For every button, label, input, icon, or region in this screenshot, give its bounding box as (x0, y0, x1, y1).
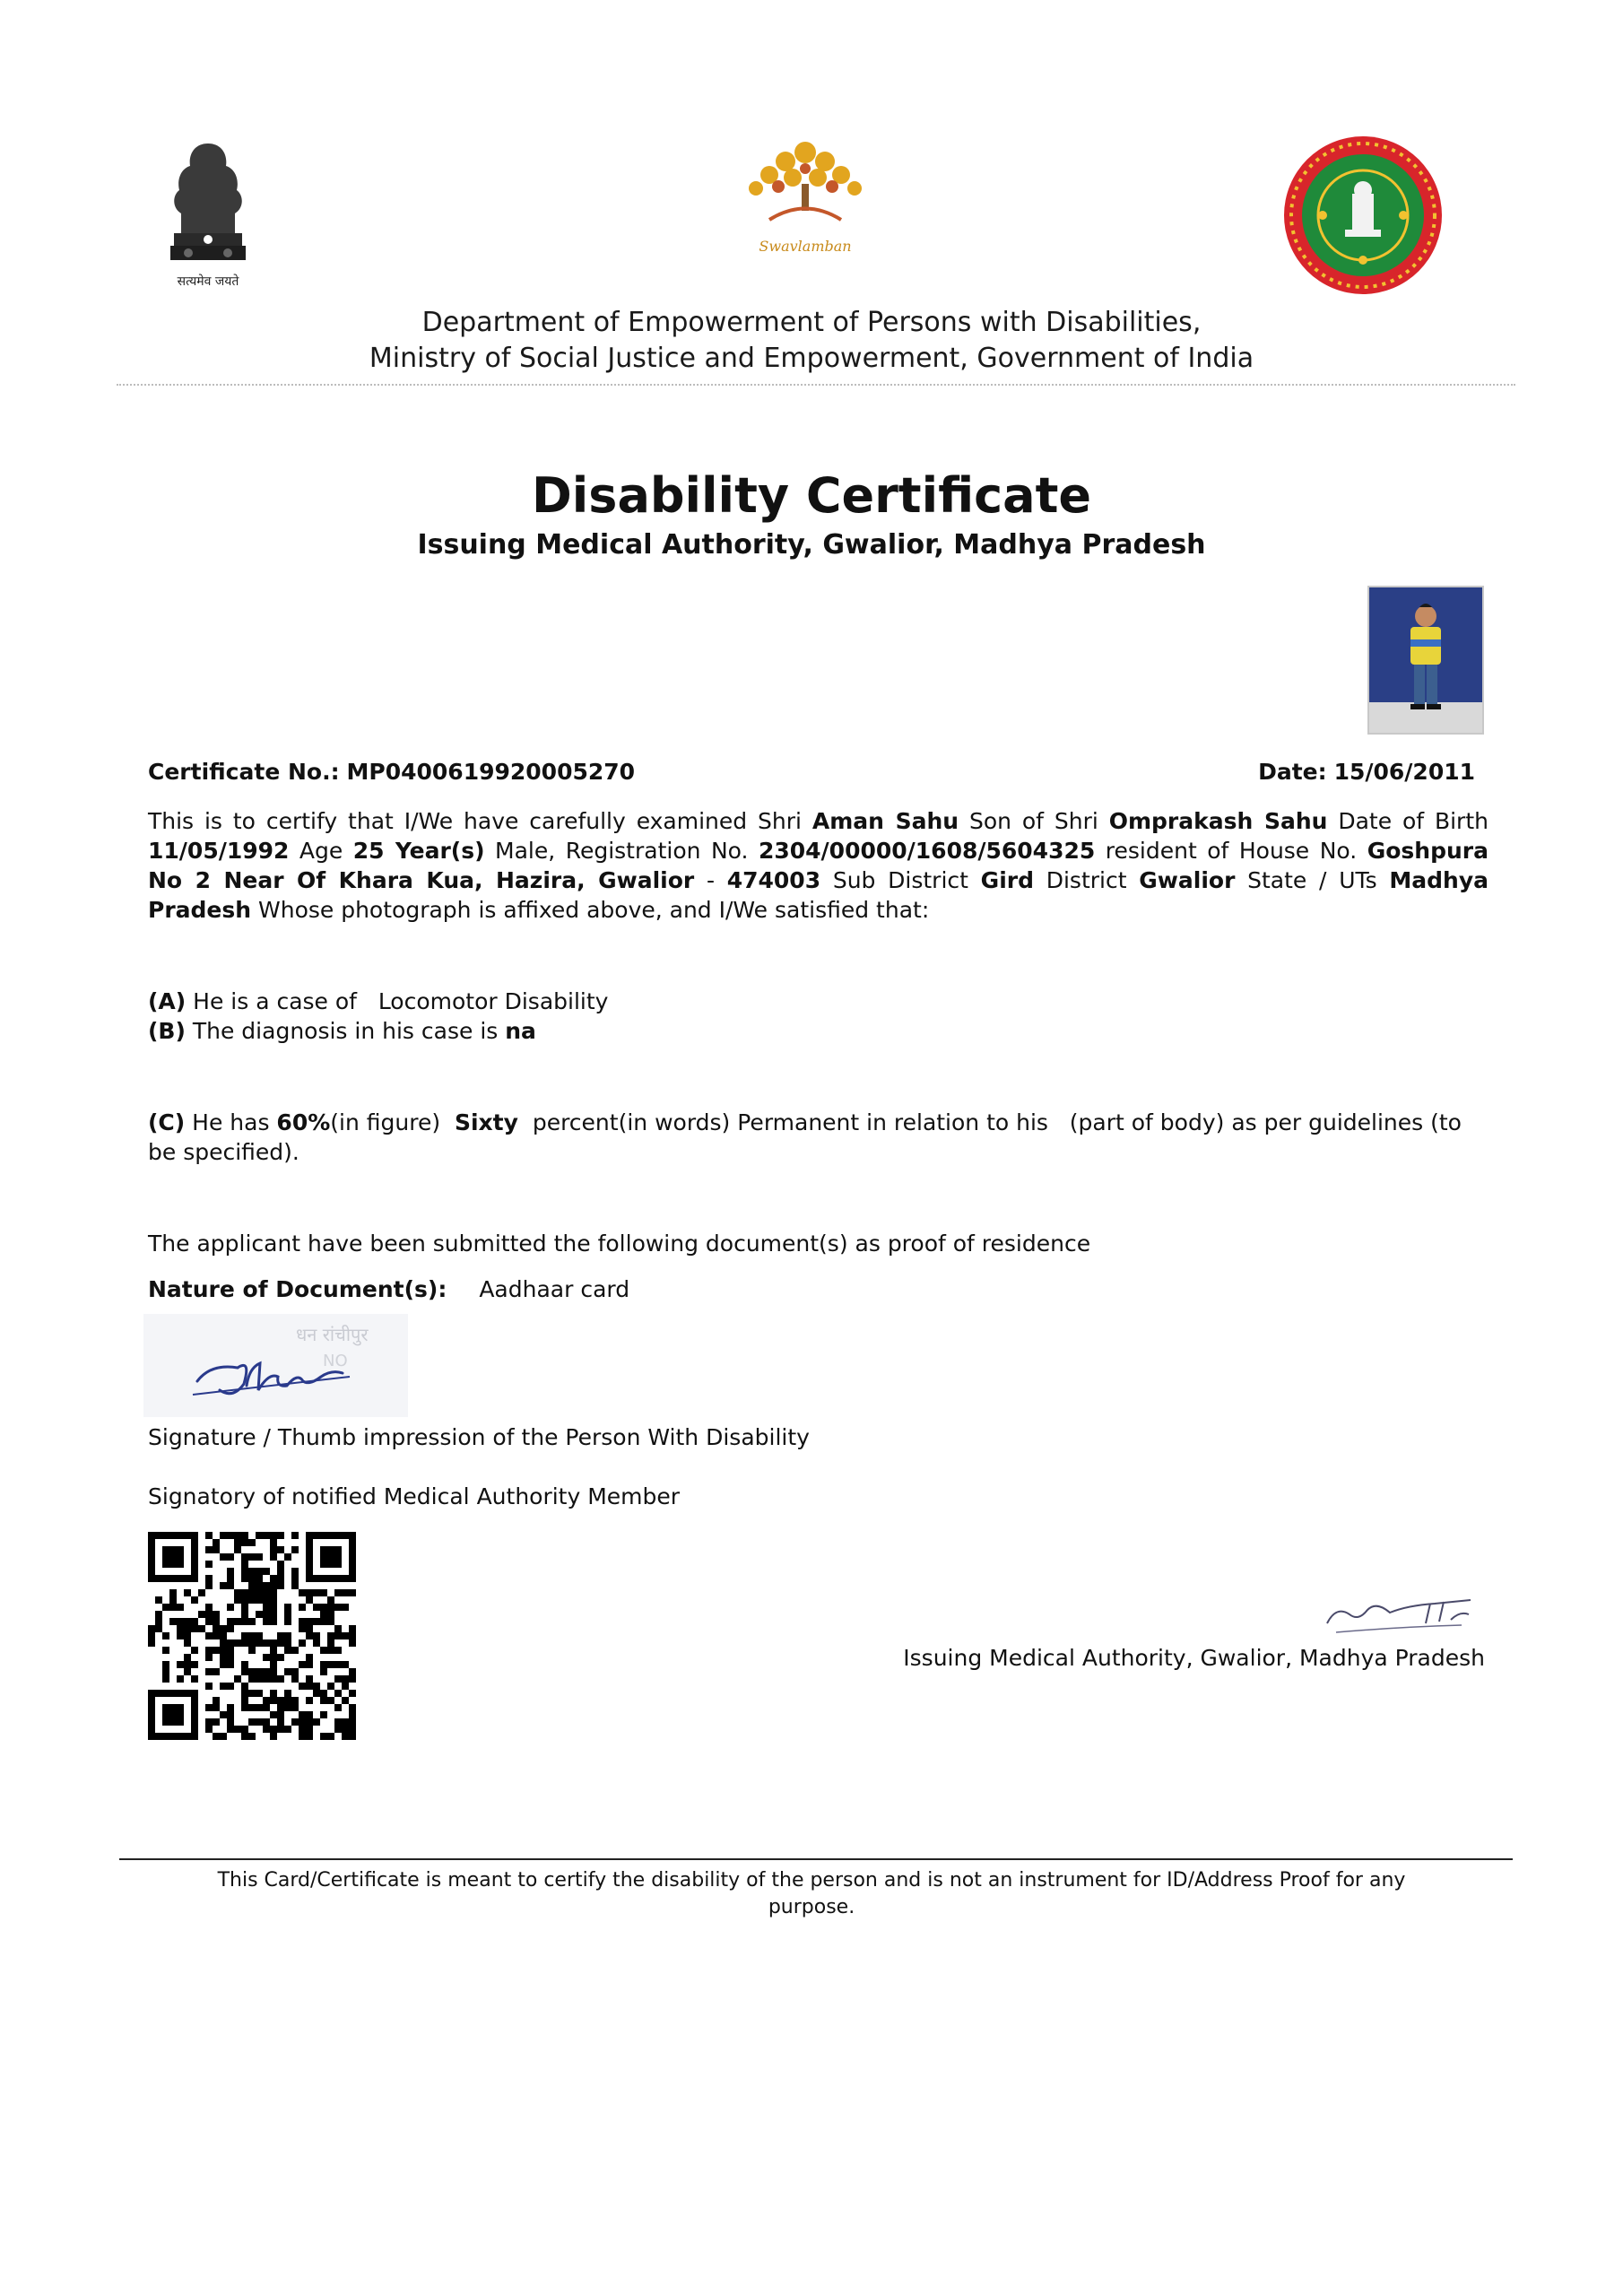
body-text-7: - (694, 867, 727, 893)
father-name: Omprakash Sahu (1108, 808, 1328, 834)
pin-code: 474003 (726, 867, 821, 893)
sub-district-value: Gird (980, 867, 1034, 893)
swavlamban-caption: Swavlamban (759, 238, 852, 255)
body-text-4: Age (289, 838, 353, 864)
date-value: 15/06/2011 (1333, 759, 1475, 785)
department-heading (0, 305, 1623, 377)
item-c (148, 1108, 1488, 1167)
item-c-label: (C) (148, 1109, 186, 1135)
emblem-caption: सत्यमेव जयते (177, 274, 239, 289)
item-a-text: He is a case of Locomotor Disability (186, 988, 609, 1014)
disability-percent: 60% (276, 1109, 331, 1135)
authority-signature (1318, 1587, 1480, 1641)
documents-label: Nature of Document(s): (148, 1276, 447, 1302)
item-a (148, 987, 608, 1016)
applicant-photo (1367, 586, 1484, 735)
body-text-11: Whose photograph is affixed above, and I/We satisfied that: (251, 897, 930, 923)
certificate-subtitle: Issuing Medical Authority, Gwalior, Madhya Pradesh (417, 529, 1206, 561)
handwritten-signature-icon (143, 1314, 408, 1417)
state-value: Madhya Pradesh (148, 867, 1489, 923)
applicant-name: Aman Sahu (812, 808, 959, 834)
footer-divider (119, 1858, 1513, 1860)
body-text-6: resident of House No. (1095, 838, 1367, 864)
svg-text:NO: NO (323, 1352, 348, 1370)
certificate-number-row (148, 757, 635, 787)
body-text-8: Sub District (820, 867, 981, 893)
certification-paragraph (148, 806, 1488, 925)
svg-text:धन रांचीपुर: धन रांचीपुर (296, 1324, 369, 1345)
documents-row (148, 1274, 629, 1304)
person-signature (143, 1314, 408, 1417)
ashoka-lion-icon (154, 135, 262, 269)
issuing-authority-name: Issuing Medical Authority, Gwalior, Madhya Pradesh (903, 1645, 1485, 1671)
certificate-title: Disability Certificate (531, 467, 1092, 524)
item-c-text-1: He has (185, 1109, 277, 1135)
body-text-2: Son of Shri (959, 808, 1109, 834)
authority-signature-icon (1318, 1587, 1480, 1641)
certificate-number-value: MP0400619920005270 (346, 759, 636, 785)
mp-state-seal-logo (1282, 135, 1444, 296)
item-a-label: (A) (148, 988, 187, 1014)
department-line-1: Department of Empowerment of Persons with Disabilities, (421, 307, 1202, 338)
body-text-5: Male, Registration No. (484, 838, 759, 864)
certificate-number-label: Certificate No.: (148, 759, 340, 785)
date-label: Date: (1258, 759, 1327, 785)
body-text-1: This is to certify that I/We have carefully examined Shri (148, 808, 812, 834)
person-signature-caption: Signature / Thumb impression of the Person With Disability (148, 1424, 810, 1450)
seal-icon (1282, 135, 1444, 296)
state-emblem-logo (154, 135, 262, 291)
diagnosis-value: na (505, 1018, 536, 1044)
body-text-3: Date of Birth (1327, 808, 1488, 834)
authority-signatory-label: Signatory of notified Medical Authority Member (148, 1483, 681, 1509)
header-divider (117, 384, 1515, 386)
swavlamban-logo (733, 135, 877, 260)
certificate-date-row (1258, 757, 1475, 787)
body-text-9: District (1034, 867, 1140, 893)
registration-number: 2304/00000/1608/5604325 (758, 838, 1096, 864)
item-c-text-3: percent(in words) Permanent in relation to his (part of body) as per guidelines (to be specified). (148, 1109, 1469, 1165)
body-text-10: State / UTs (1235, 867, 1390, 893)
person-photo-icon (1369, 587, 1482, 733)
footer-disclaimer: This Card/Certificate is meant to certify the disability of the person and is not an instrument for ID/Address Proof for any purpose. (217, 1869, 1406, 1918)
tree-icon (733, 135, 877, 233)
district-value: Gwalior (1139, 867, 1236, 893)
date-of-birth: 11/05/1992 (148, 838, 290, 864)
disability-percent-words: Sixty (454, 1109, 518, 1135)
address-value: Goshpura No 2 Near Of Khara Kua, Hazira, Gwalior (148, 838, 1488, 893)
department-line-2: Ministry of Social Justice and Empowerment, Government of India (369, 343, 1254, 374)
documents-value: Aadhaar card (479, 1276, 630, 1302)
qr-code (148, 1532, 356, 1740)
qr-code-icon (148, 1532, 356, 1740)
age-value: 25 Year(s) (352, 838, 485, 864)
item-b-text: The diagnosis in his case is (185, 1018, 506, 1044)
item-b-label: (B) (148, 1018, 186, 1044)
documents-intro: The applicant have been submitted the following document(s) as proof of residence (148, 1231, 1091, 1257)
item-c-text-2: (in figure) (330, 1109, 455, 1135)
item-b (148, 1016, 536, 1046)
